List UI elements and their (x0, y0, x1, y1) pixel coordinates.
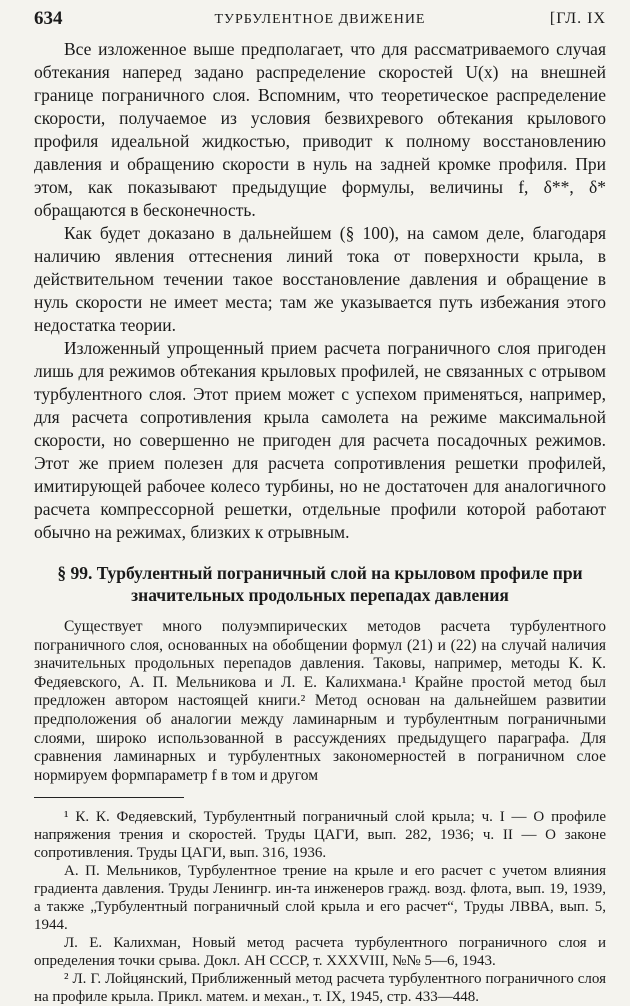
paragraph: Как будет доказано в дальнейшем (§ 100), на самом деле, благодаря наличию явления оттеснения линий тока от поверхности крыла, в действительном течении такое восстановление давления и обращение в нуль скорости не имеет места; там же указывается путь избежания этого недостатка теории. (34, 223, 606, 335)
footnote: А. П. Мельников, Турбулентное трение на крыле и его расчет с учетом влияния градиента давления. Труды Ленингр. ин-та инженеров гражд. возд. флота, вып. 19, 1939, а также „Турбулентный пограничный слой крыла и его расчет“, Труды ЛВВА, вып. 5, 1944. (34, 863, 606, 934)
running-header (34, 8, 606, 30)
running-title: ТУРБУЛЕНТНОЕ ДВИЖЕНИЕ (214, 12, 426, 27)
page-body (34, 38, 606, 1006)
section-paragraph: Существует много полуэмпирических методов расчета турбулентного пограничного слоя, основанных на обобщении формул (21) и (22) на случай наличия значительных продольных перепадов давления. Таковы, например, методы К. К. Федяевского, А. П. Мельникова и Л. Е. Калихмана.¹ Крайне простой метод был предложен автором настоящей книги.² Метод основан на дальнейшем развитии предположения об аналогии между ламинарным и турбулентным пограничными слоями, широко использованной в рассуждениях предыдущего параграфа. Для сравнения ламинарных и турбулентных закономерностей в пограничном слое нормируем формпараметр f в том и другом (34, 618, 606, 784)
page-number: 634 (34, 8, 63, 29)
chapter-marker: [ГЛ. IX (549, 10, 606, 27)
footnote-divider (34, 797, 184, 798)
footnote: Л. Е. Калихман, Новый метод расчета турбулентного пограничного слоя и определения точки срыва. Докл. АН СССР, т. XXXVIII, №№ 5—6, 1943. (34, 935, 606, 970)
paragraph: Изложенный упрощенный прием расчета пограничного слоя пригоден лишь для режимов обтекания крыловых профилей, не связанных с отрывом турбулентного слоя. Этот прием может с успехом применяться, например, для расчета сопротивления крыла самолета на режиме максимальной скорости, но совершенно не пригоден для расчета посадочных режимов. Этот же прием полезен для расчета сопротивления решетки профилей, имитирующей рабочее колесо турбины, но не достаточен для аналогичного расчета компрессорной решетки, отдельные профили которой работают обычно на режимах, близких к отрывным. (34, 338, 606, 542)
paragraph: Все изложенное выше предполагает, что для рассматриваемого случая обтекания наперед задано распределение скоростей U(x) на внешней границе пограничного слоя. Вспомним, что теоретическое распределение скорости, получаемое из условия безвихревого обтекания крылового профиля идеальной жидкостью, приводит к полному восстановлению давления и обращению скорости в нуль на задней кромке профиля. При этом, как показывают предыдущие формулы, величины f, δ**, δ* обращаются в бесконечность. (34, 39, 606, 220)
footnote: ² Л. Г. Лойцянский, Приближенный метод расчета турбулентного пограничного слоя на профиле крыла. Прикл. матем. и механ., т. IX, 1945, стр. 433—448. (34, 971, 606, 1006)
section-heading: § 99. Турбулентный пограничный слой на крыловом профиле при значительных продольных перепадах давления (57, 563, 583, 605)
footnote: ¹ К. К. Федяевский, Турбулентный пограничный слой крыла; ч. I — О профиле напряжения трения и скоростей. Труды ЦАГИ, вып. 282, 1936; ч. II — О законе сопротивления. Труды ЦАГИ, вып. 316, 1936. (34, 809, 606, 862)
